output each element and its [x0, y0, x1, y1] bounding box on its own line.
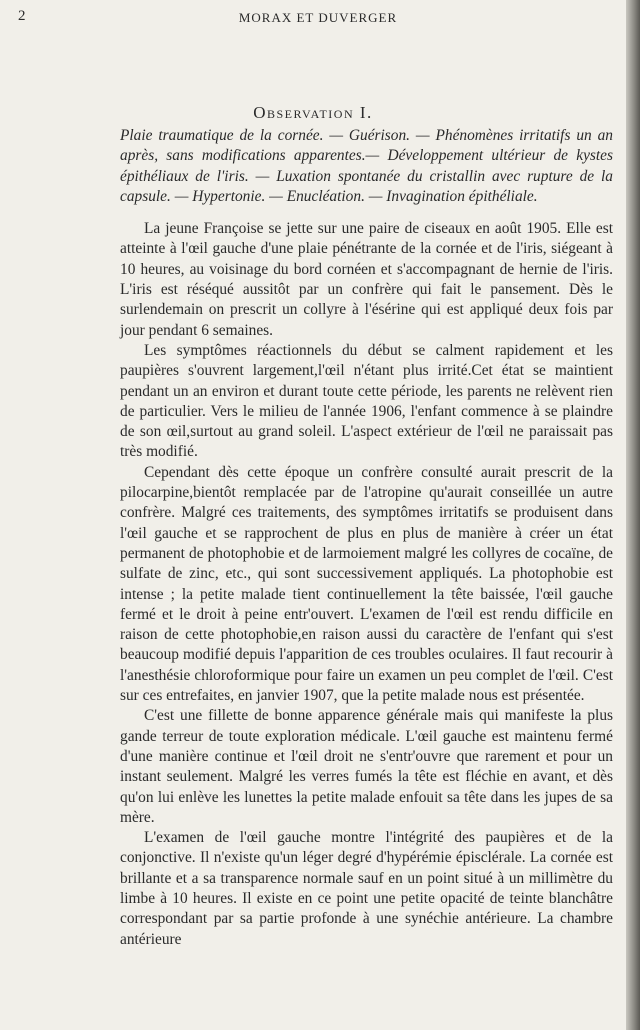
running-header — [18, 8, 618, 28]
summary-gap — [120, 207, 613, 219]
paragraph-4: C'est une fillette de bonne apparence générale mais qui manifeste la plus gande terreur de toute exploration médicale. L'œil gauche est maintenu fermé d'une manière continue et l'œil droit ne s'entr'ouvre que rarement et pour un instant seulement. Malgré les verres fumés la tête est fléchie en avant, et dès qu'on lui enlève les lunettes la petite malade enfouit sa tête dans les jupes de sa mère. — [120, 707, 613, 826]
paragraph-3: Cependant dès cette époque un confrère consulté aurait prescrit de la pilocarpine,bientôt remplacée par de l'atropine qu'aurait conseillée un autre confrère. Malgré ces traitements, des symptômes irritatifs se produisent dans l'œil gauche et se rapprochent de plus en plus de manière à créer un état permanent de photophobie et de larmoiement malgré les collyres de cocaïne, de sulfate de zinc, etc., qui sont successivement appliqués. La photophobie est intense ; la petite malade tient continuellement la tête baissée, l'œil gauche fermé et le droit à peine entr'ouvert. L'examen de l'œil est rendu difficile en raison de cette photophobie,en raison aussi du caractère de l'enfant qui s'est beaucoup modifié depuis l'apparition de ces troubles oculaires. Il faut recourir à l'anesthésie chloroformique pour faire un examen un peu complet de l'œil. C'est sur ces entrefaites, en janvier 1907, que la petite malade nous est présentée. — [120, 463, 613, 705]
paragraph-1: La jeune Françoise se jette sur une paire de ciseaux en août 1905. Elle est atteinte à l'œil gauche d'une plaie pénétrante de la cornée et de l'iris, siégeant à 10 heures, au voisinage du bord cornéen et s'accompagnant de hernie de l'iris. L'iris est réséqué aussitôt par un confrère qui fait le pansement. Dès le surlendemain on prescrit un collyre à l'ésérine qui est appliqué deux fois par jour pendant 6 semaines. — [120, 220, 613, 339]
paragraph-2: Les symptômes réactionnels du début se calment rapidement et les paupières s'ouvrent largement,l'œil n'étant plus irrité.Cet état se maintient pendant un an environ et durant toute cette période, les parents ne relèvent rien de particulier. Vers le milieu de l'année 1906, l'enfant commence à se plaindre de son œil,surtout au grand soleil. L'aspect extérieur de l'œil ne paraissait pas très modifié. — [120, 341, 613, 461]
page-number: 2 — [18, 8, 26, 24]
page-edge-shadow — [626, 0, 640, 1030]
case-summary: Plaie traumatique de la cornée. — Guérison. — Phénomènes irritatifs un an après, sans modifications apparentes.— Développement ultérieur de kystes épithéliaux de l'iris. — Luxation spontanée du cristallin avec rupture de la capsule. — Hypertonie. — Enucléation. — Invagination épithéliale. — [120, 127, 613, 205]
body-text — [120, 126, 613, 950]
paragraph-5: L'examen de l'œil gauche montre l'intégrité des paupières et de la conjonctive. Il n'existe qu'un léger degré d'hypérémie épisclérale. La cornée est brillante et a sa transparence normale sauf en un point situé à un millimètre du limbe à 10 heures. Il existe en ce point une petite opacité de teinte blanchâtre correspondant par sa partie profonde à une synéchie antérieure. La chambre antérieure — [120, 829, 613, 948]
observation-title: Observation I. — [253, 103, 373, 122]
running-title: MORAX ET DUVERGER — [238, 10, 398, 25]
